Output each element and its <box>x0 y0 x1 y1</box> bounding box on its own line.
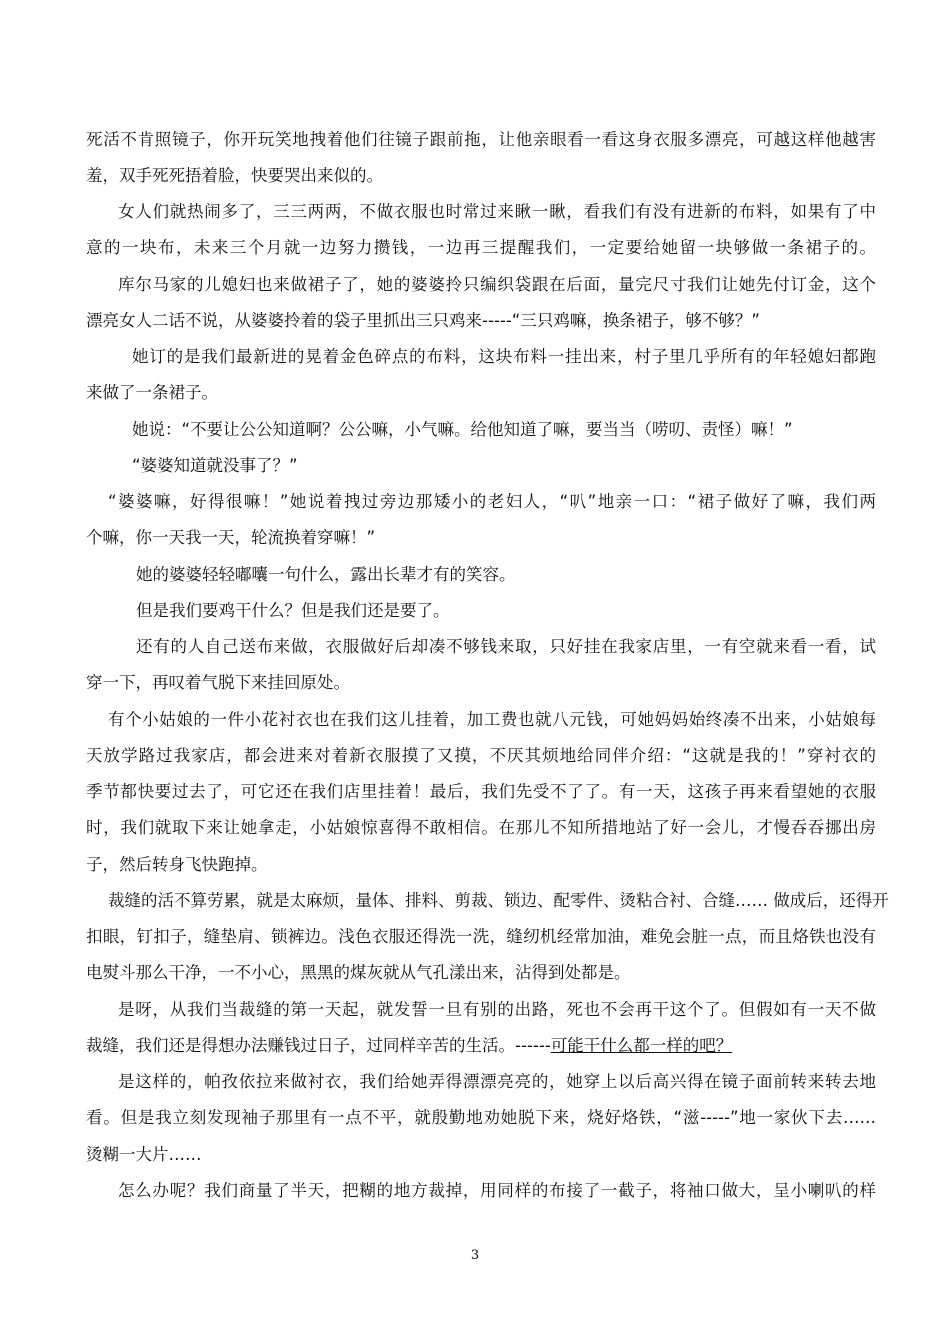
text-line: 是这样的，帕孜依拉来做衬衣，我们给她弄得漂漂亮亮的，她穿上以后高兴得在镜子面前转来转去地 <box>118 1072 876 1091</box>
text-line: 女人们就热闹多了，三三两两，不做衣服也时常过来瞅一瞅，看我们有没有进新的布料，如果有了中 <box>118 202 876 221</box>
text-line-body: 裁缝，我们还是得想办法赚钱过日子，过同样辛苦的生活。------ <box>86 1036 551 1055</box>
text-line: 但是我们要鸡干什么？但是我们还是要了。 <box>136 601 450 620</box>
text-line: 来做了一条裙子。 <box>86 383 218 402</box>
text-line: 裁缝的活不算劳累，就是太麻烦，量体、排料、剪裁、锁边、配零件、烫粘合衬、合缝…… 做成后，还得开 <box>108 891 889 910</box>
text-line: “婆婆嘛，好得很嘛！”她说着拽过旁边那矮小的老妇人，“叭”地亲一口：“裙子做好了嘛，我们两 <box>108 492 876 511</box>
text-line: 意的一块布，未来三个月就一边努力攒钱，一边再三提醒我们，一定要给她留一块够做一条裙子的。 <box>86 238 876 257</box>
text-line: 烫糊一大片…… <box>86 1145 202 1164</box>
text-line: 看。但是我立刻发现袖子那里有一点不平，就殷勤地劝她脱下来，烧好烙铁，“滋-----”地一家伙下去…… <box>86 1108 876 1127</box>
text-line: 季节都快要过去了，可它还在我们店里挂着！最后，我们先受不了了。有一天，这孩子再来看望她的衣服 <box>86 782 876 801</box>
text-line: 漂亮女人二话不说，从婆婆拎着的袋子里抓出三只鸡来-----“三只鸡嘛，换条裙子，够不够？” <box>86 311 760 330</box>
text-line: 个嘛，你一天我一天，轮流换着穿嘛！” <box>86 528 376 547</box>
text-line: 时，我们就取下来让她拿走，小姑娘惊喜得不敢相信。在那儿不知所措地站了好一会儿，才慢吞吞挪出房 <box>86 818 876 837</box>
text-line: 穿一下，再叹着气脱下来挂回原处。 <box>86 673 350 692</box>
text-line: 库尔马家的儿媳妇也来做裙子了，她的婆婆拎只编织袋跟在后面，量完尺寸我们让她先付订金，这个 <box>118 275 876 294</box>
text-line: 天放学路过我家店，都会进来对着新衣服摸了又摸，不厌其烦地给同伴介绍：“这就是我的！”穿衬衣的 <box>86 746 876 765</box>
text-line: “婆婆知道就没事了？” <box>132 456 298 475</box>
text-line: 子，然后转身飞快跑掉。 <box>86 855 268 874</box>
text-line: 她的婆婆轻轻嘟囔一句什么，露出长辈才有的笑容。 <box>136 565 516 584</box>
text-line: 电熨斗那么干净，一不小心，黑黑的煤灰就从气孔漾出来，沾得到处都是。 <box>86 963 631 982</box>
text-line: 扣眼，钉扣子，缝垫肩、锁裤边。浅色衣服还得洗一洗，缝纫机经常加油，难免会脏一点，而且烙铁也没有 <box>86 927 876 946</box>
text-line: 羞，双手死死捂着脸，快要哭出来似的。 <box>86 166 383 185</box>
text-line: 还有的人自己送布来做，衣服做好后却凑不够钱来取，只好挂在我家店里，一有空就来看一看，试 <box>136 637 876 656</box>
text-line: 是呀，从我们当裁缝的第一天起，就发誓一旦有别的出路，死也不会再干这个了。但假如有一天不做 <box>118 1000 876 1019</box>
text-line: 她订的是我们最新进的晃着金色碎点的布料，这块布料一挂出来，村子里几乎所有的年轻媳妇都跑 <box>132 347 876 366</box>
text-line: 她说：“不要让公公知道啊？公公嘛，小气嘛。给他知道了嘛，要当当（唠叨、责怪）嘛！” <box>132 420 793 439</box>
text-line: 死活不肯照镜子，你开玩笑地拽着他们往镜子跟前拖，让他亲眼看一看这身衣服多漂亮，可越这样他越害 <box>86 130 876 149</box>
text-line <box>86 1034 876 1058</box>
text-line: 怎么办呢？我们商量了半天，把糊的地方裁掉，用同样的布接了一截子，将袖口做大，呈小喇叭的样 <box>118 1181 876 1200</box>
underlined-phrase: 可能干什么都一样的吧？ <box>550 1036 733 1055</box>
text-line: 有个小姑娘的一件小花衬衣也在我们这儿挂着，加工费也就八元钱，可她妈妈始终凑不出来，小姑娘每 <box>108 710 876 729</box>
page-number: 3 <box>470 1248 480 1263</box>
